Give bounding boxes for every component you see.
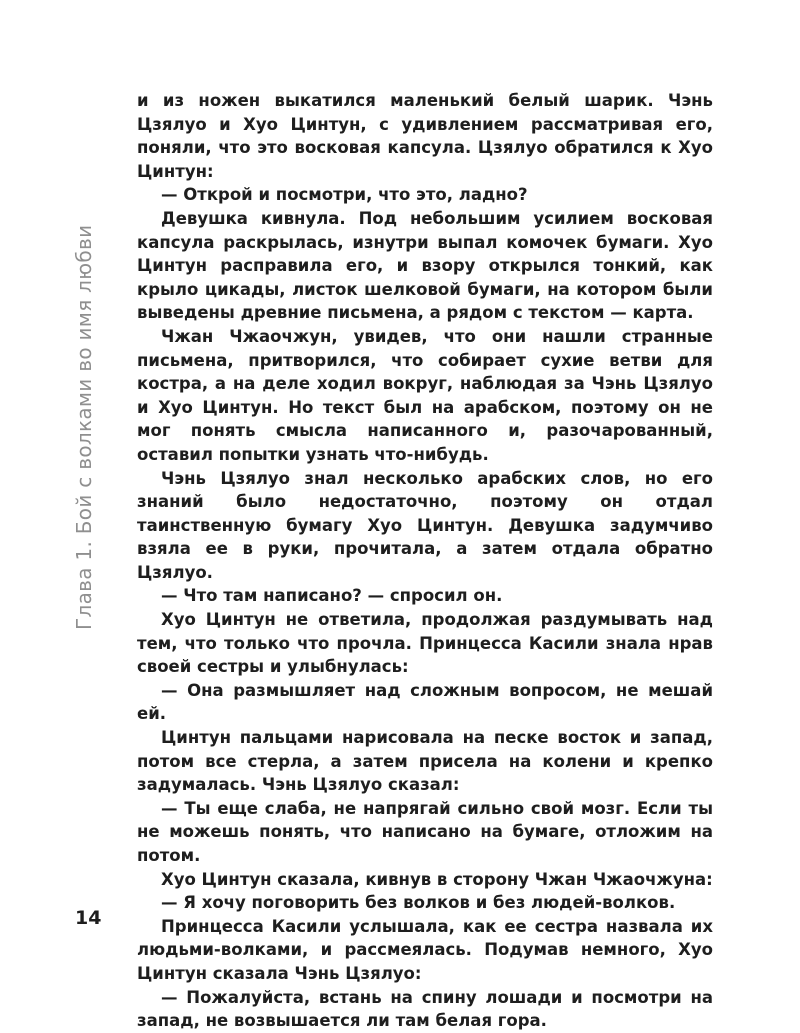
paragraph: Чжан Чжаочжун, увидев, что они нашли странные письмена, притворился, что собирает сухие ветви для костра, а на деле ходил вокруг, наблюдая за Чэнь Цзялуо и Хуо Цинтун. Но текст был на арабском, поэтому он не мог понять смысла написанного и, разочарованный, оставил попытки узнать что-нибудь. [137, 326, 713, 464]
paragraph: Принцесса Касили услышала, как ее сестра назвала их людьми-волками, и рассмеялась. Подумав немного, Хуо Цинтун сказала Чэнь Цзялуо: [137, 916, 713, 983]
paragraph: — Она размышляет над сложным вопросом, не мешай ей. [137, 680, 713, 724]
running-head: Глава 1. Бой с волками во имя любви [72, 224, 96, 630]
paragraph: — Что там написано? — спросил он. [161, 586, 503, 606]
paragraph: Хуо Цинтун не ответила, продолжая раздумывать над тем, что только что прочла. Принцесса Касили знала нрав своей сестры и улыбнулась: [137, 610, 713, 677]
paragraph: — Я хочу поговорить без волков и без людей-волков. [161, 893, 676, 913]
paragraph: — Пожалуйста, встань на спину лошади и посмотри на запад, не возвышается ли там белая гора. [137, 987, 713, 1031]
paragraph: — Ты еще слаба, не напрягай сильно свой мозг. Если ты не можешь понять, что написано на бумаге, отложим на потом. [137, 798, 713, 865]
body-text [137, 89, 713, 1033]
paragraph: Чэнь Цзялуо знал несколько арабских слов, но его знаний было недостаточно, поэтому он отдал таинственную бумагу Хуо Цинтун. Девушка задумчиво взяла ее в руки, прочитала, а затем отдала обратно Цзялуо. [137, 468, 713, 582]
page-number: 14 [75, 907, 102, 929]
paragraph: Хуо Цинтун сказала, кивнув в сторону Чжан Чжаочжуна: [161, 869, 713, 889]
paragraph: Девушка кивнула. Под небольшим усилием восковая капсула раскрылась, изнутри выпал комочек бумаги. Хуо Цинтун расправила его, и взору открылся тонкий, как крыло цикады, листок шелковой бумаги, на котором были выведены древние письмена, а рядом с текстом — карта. [137, 208, 713, 323]
paragraph: Цинтун пальцами нарисовала на песке восток и запад, потом все стерла, а затем присела на колени и крепко задумалась. Чэнь Цзялуо сказал: [137, 728, 713, 795]
paragraph: и из ножен выкатился маленький белый шарик. Чэнь Цзялуо и Хуо Цинтун, с удивлением рассматривая его, поняли, что это восковая капсула. Цзялуо обратился к Хуо Цинтун: [137, 91, 713, 181]
paragraph: — Открой и посмотри, что это, ладно? [161, 185, 528, 205]
